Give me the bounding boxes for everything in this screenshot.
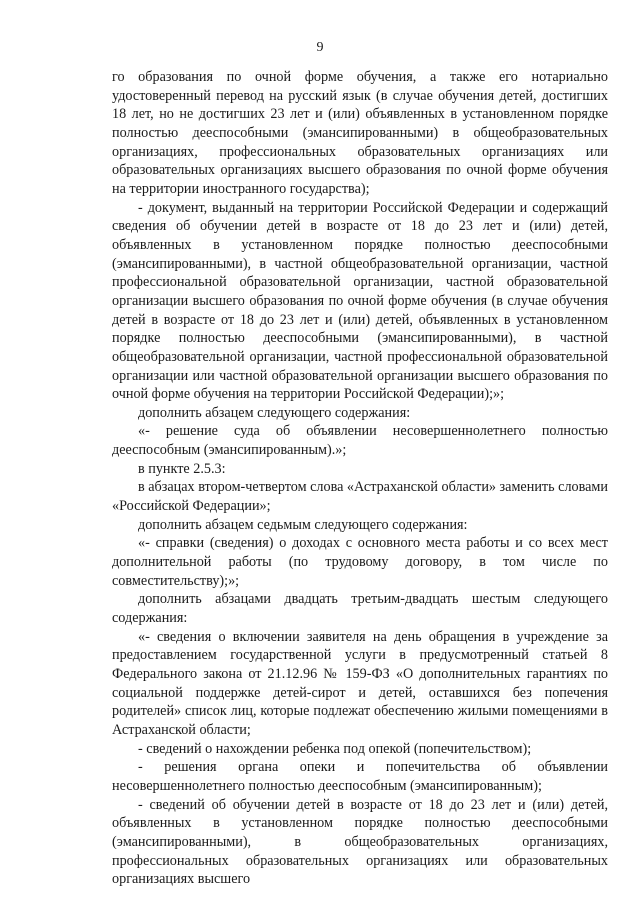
- paragraph-12: - решения органа опеки и попечительства об объявлении несовершеннолетнего полностью дееспособным (эмансипированным);: [112, 759, 608, 794]
- paragraph-11: - сведений о нахождении ребенка под опекой (попечительством);: [138, 740, 532, 757]
- paragraph-9: дополнить абзацами двадцать третьим-двадцать шестым следующего содержания:: [112, 591, 608, 627]
- paragraph-8: «- справки (сведения) о доходах с основного места работы и со всех мест дополнительной работы (по трудовому договору, в том числе по совместительству);»;: [112, 535, 608, 589]
- paragraph-1: го образования по очной форме обучения, а также его нотариально удостоверенный перевод на русский язык (в случае обучения детей, достигших 18 лет, но не достигших 23 лет и (или) объявленных в установленном порядке полностью дееспособными (эмансипированными) в общеобразовательных организациях, профессиональных образовательных организациях или образовательных организациях высшего образования по очной форме обучения на территории иностранного государства);: [112, 69, 608, 197]
- paragraph-5: в пункте 2.5.3:: [138, 460, 226, 477]
- document-body: [112, 68, 608, 889]
- paragraph-3: дополнить абзацем следующего содержания:: [138, 404, 411, 421]
- page-number: 9: [316, 40, 324, 55]
- paragraph-7: дополнить абзацем седьмым следующего содержания:: [138, 516, 468, 533]
- paragraph-2: - документ, выданный на территории Российской Федерации и содержащий сведения об обучении детей в возрасте от 18 до 23 лет и (или) детей, объявленных в установленном порядке полностью дееспособными (эмансипированными), в частной общеобразовательной организации, частной профессиональной образовательной организации, частной образовательной организации высшего образования по очной форме обучения (в случае обучения детей в возрасте от 18 до 23 лет и (или) детей, объявленных в установленном порядке полностью дееспособными (эмансипированными), в частной общеобразовательной организации, частной профессиональной образовательной организации или частной образовательной организации высшего образования по очной форме обучения на территории Российской Федерации);»;: [112, 199, 608, 403]
- paragraph-10: «- сведения о включении заявителя на день обращения в учреждение за предоставлением государственной услуги в предусмотренный статьей 8 Федерального закона от 21.12.96 № 159-ФЗ «О дополнительных гарантиях по социальной поддержке детей-сирот и детей, оставшихся без попечения родителей» список лиц, которые подлежат обеспечению жилыми помещениями в Астраханской области;: [112, 628, 608, 738]
- paragraph-4: «- решение суда об объявлении несовершеннолетнего полностью дееспособным (эмансипированным).»;: [112, 423, 608, 459]
- paragraph-6: в абзацах втором-четвертом слова «Астраханской области» заменить словами «Российской Федерации»;: [112, 479, 608, 515]
- paragraph-13: - сведений об обучении детей в возрасте от 18 до 23 лет и (или) детей, объявленных в установленном порядке полностью дееспособными (эмансипированными), в общеобразовательных организациях, профессиональных образовательных организациях или образовательных организациях высшего: [112, 796, 608, 888]
